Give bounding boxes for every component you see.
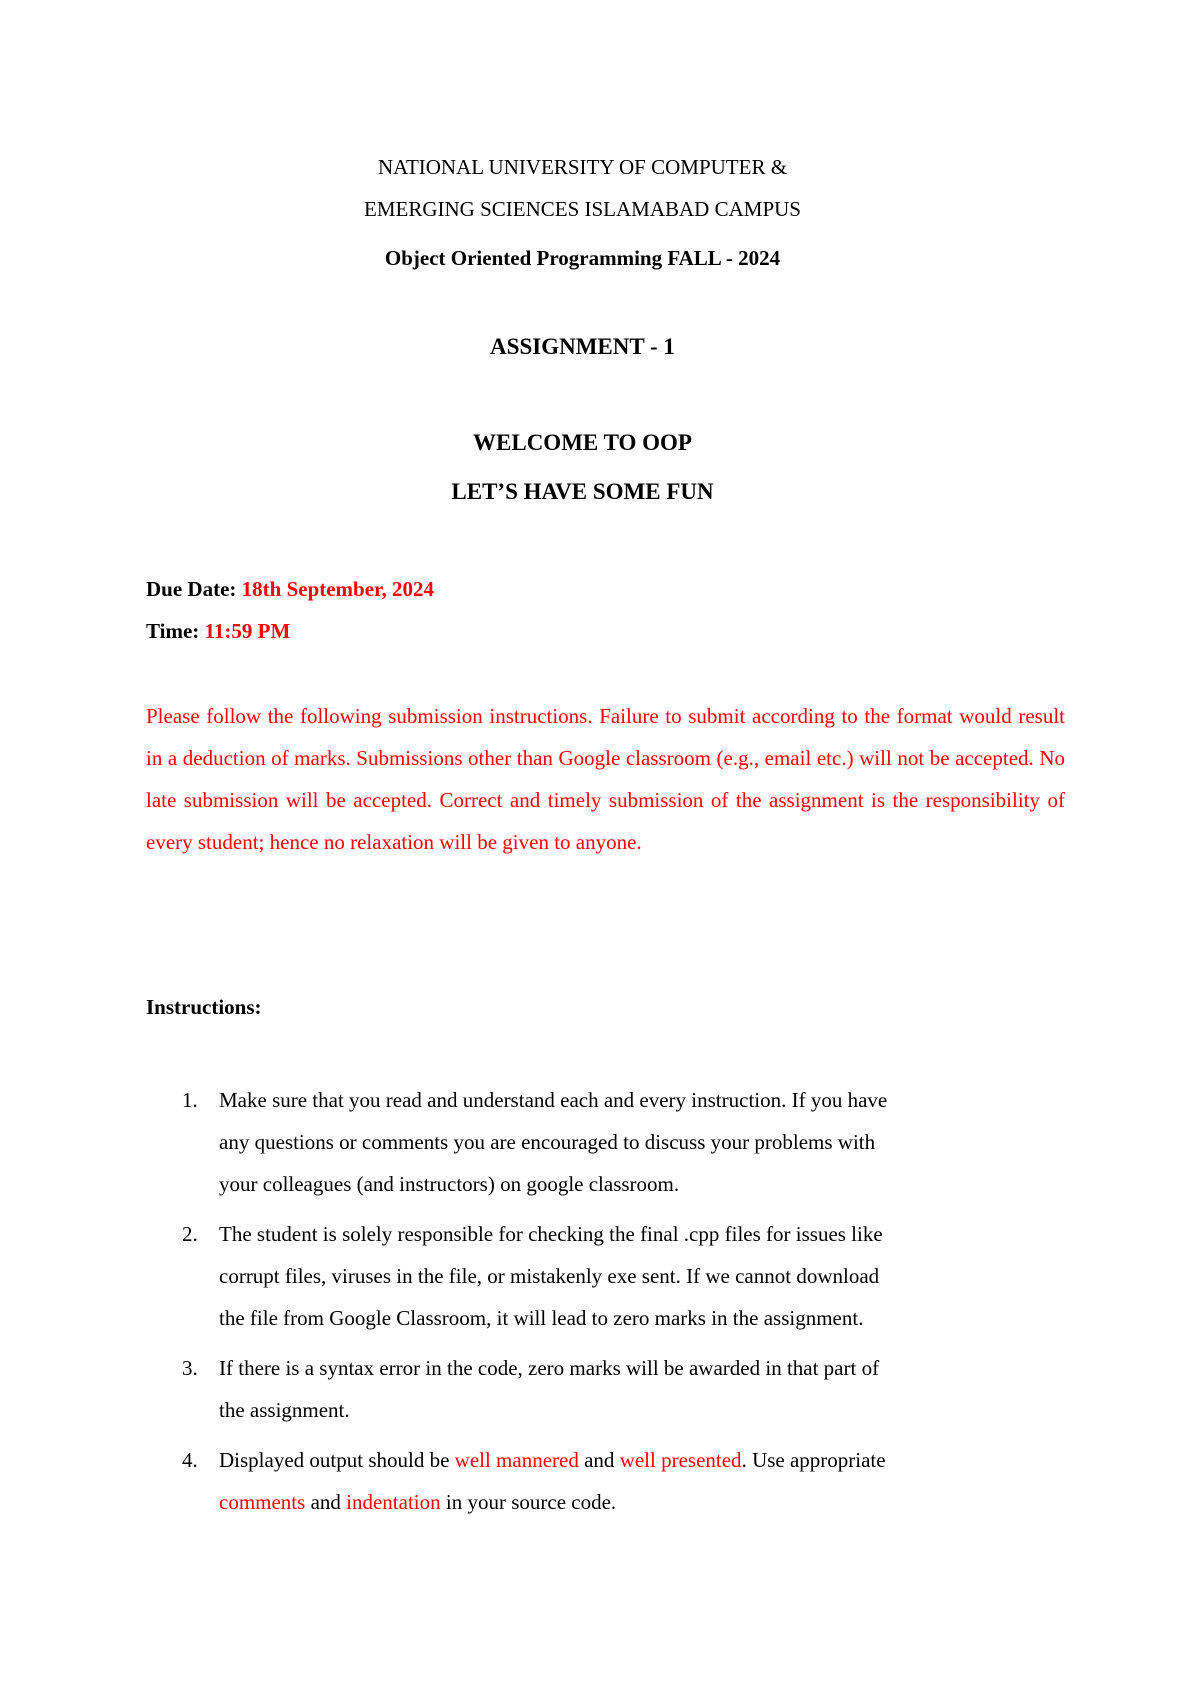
instruction-number: 1.: [182, 1088, 198, 1112]
instruction-text: and: [578, 1448, 620, 1472]
instruction-item-1: [146, 1079, 1016, 1205]
instruction-line: If there is a syntax error in the code, zero marks will be awarded in that part of: [219, 1356, 880, 1380]
emphasis-well-presented: well presented: [619, 1448, 742, 1472]
due-date-line: [146, 577, 434, 602]
instruction-item-4: [146, 1439, 1016, 1523]
instruction-line: corrupt files, viruses in the file, or mistakenly exe sent. If we cannot download: [219, 1264, 880, 1288]
instruction-number: 4.: [182, 1448, 198, 1472]
instructions-heading: Instructions:: [146, 995, 262, 1019]
instruction-line: any questions or comments you are encouraged to discuss your problems with: [219, 1130, 876, 1154]
instruction-text: . Use appropriate: [741, 1448, 886, 1472]
university-name-line-2: EMERGING SCIENCES ISLAMABAD CAMPUS: [364, 197, 801, 221]
instruction-line: [219, 1439, 1016, 1481]
submission-notice: Please follow the following submission instructions. Failure to submit according to the format would result in a deduction of marks. Submissions other than Google classroom (e.g., email etc.) will not be accepted. No late submission will be accepted. Correct and timely submission of the assignment is the responsibility of every student; hence no relaxation will be given to anyone.: [146, 704, 1065, 854]
fun-subheading: LET’S HAVE SOME FUN: [451, 479, 714, 504]
welcome-heading: WELCOME TO OOP: [473, 430, 692, 455]
due-time-line: [146, 619, 290, 644]
instruction-line: The student is solely responsible for checking the final .cpp files for issues like: [219, 1222, 883, 1246]
instruction-line: your colleagues (and instructors) on google classroom.: [219, 1172, 680, 1196]
instruction-number: 3.: [182, 1356, 198, 1380]
emphasis-well-mannered: well mannered: [454, 1448, 579, 1472]
instruction-line: Make sure that you read and understand each and every instruction. If you have: [219, 1088, 888, 1112]
due-time-value: 11:59 PM: [204, 619, 291, 643]
instructions-list: [146, 1079, 1016, 1531]
instruction-number: 2.: [182, 1222, 198, 1246]
due-date-label: Due Date:: [146, 577, 237, 601]
emphasis-indentation: indentation: [346, 1490, 441, 1514]
instruction-item-3: [146, 1347, 1016, 1431]
instruction-item-2: [146, 1213, 1016, 1339]
instruction-text: and: [305, 1490, 347, 1514]
instruction-line: the file from Google Classroom, it will lead to zero marks in the assignment.: [219, 1306, 864, 1330]
due-date-value: 18th September, 2024: [241, 577, 434, 601]
assignment-title: ASSIGNMENT - 1: [490, 334, 675, 359]
due-time-label: Time:: [146, 619, 200, 643]
instruction-text: in your source code.: [440, 1490, 617, 1514]
emphasis-comments: comments: [219, 1490, 306, 1514]
instruction-line: the assignment.: [219, 1398, 350, 1422]
course-title: Object Oriented Programming FALL - 2024: [384, 246, 781, 270]
instruction-line: [219, 1481, 1016, 1523]
instruction-text: Displayed output should be: [219, 1448, 455, 1472]
university-name-line-1: NATIONAL UNIVERSITY OF COMPUTER &: [377, 155, 788, 179]
